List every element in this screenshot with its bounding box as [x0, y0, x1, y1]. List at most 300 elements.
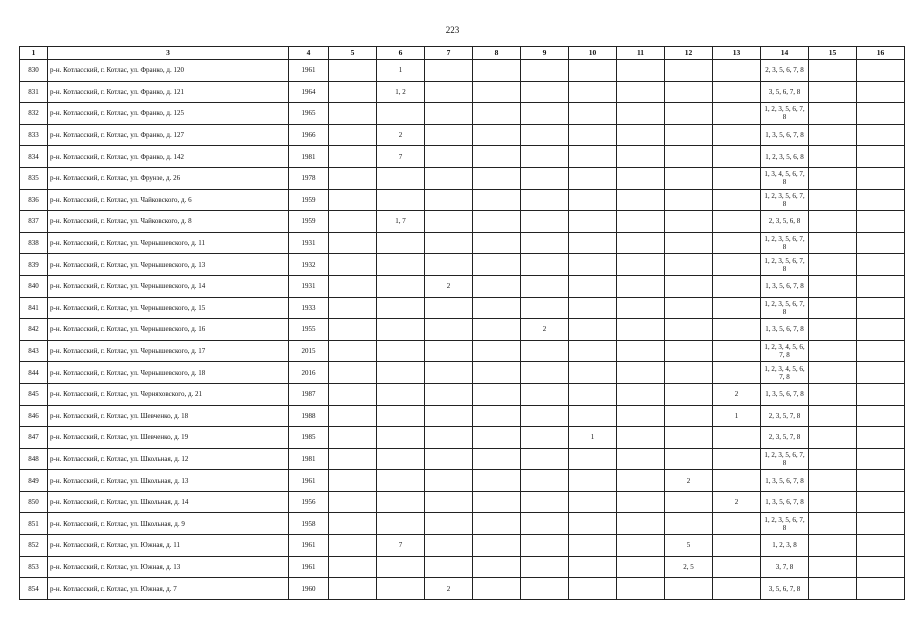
table-row — [20, 383, 905, 405]
table-cell: 1, 2, 3, 4, 5, 6, 7, 8 — [761, 362, 809, 384]
table-cell — [569, 340, 617, 362]
row-number-cell: 850 — [20, 491, 48, 513]
table-cell — [569, 146, 617, 168]
address-cell: р-н. Котласский, г. Котлас, ул. Южная, д. 11 — [48, 535, 289, 557]
row-number-cell: 840 — [20, 275, 48, 297]
table-cell — [473, 513, 521, 535]
table-cell — [857, 297, 905, 319]
column-header: 12 — [665, 47, 713, 60]
table-cell — [569, 470, 617, 492]
table-cell — [377, 340, 425, 362]
table-cell — [329, 275, 377, 297]
table-cell — [329, 232, 377, 254]
table-cell: 1, 2, 3, 5, 6, 7, 8 — [761, 189, 809, 211]
year-cell: 1959 — [289, 189, 329, 211]
table-cell — [857, 232, 905, 254]
table-cell — [377, 448, 425, 470]
table-cell — [521, 383, 569, 405]
table-cell — [425, 383, 473, 405]
table-cell — [665, 362, 713, 384]
table-cell — [809, 81, 857, 103]
table-cell — [425, 232, 473, 254]
table-cell — [473, 405, 521, 427]
row-number-cell: 836 — [20, 189, 48, 211]
table-cell — [617, 211, 665, 233]
table-cell — [713, 232, 761, 254]
table-cell — [473, 297, 521, 319]
table-cell — [569, 103, 617, 125]
table-cell — [473, 578, 521, 600]
table-cell — [377, 275, 425, 297]
row-number-cell: 839 — [20, 254, 48, 276]
table-cell — [329, 448, 377, 470]
year-cell: 1965 — [289, 103, 329, 125]
table-row — [20, 254, 905, 276]
table-cell — [425, 319, 473, 341]
table-cell — [809, 578, 857, 600]
column-header: 16 — [857, 47, 905, 60]
table-cell — [569, 60, 617, 82]
table-cell — [857, 383, 905, 405]
table-cell — [425, 556, 473, 578]
table-cell — [569, 189, 617, 211]
column-header: 5 — [329, 47, 377, 60]
table-cell: 1, 2, 3, 5, 6, 8 — [761, 146, 809, 168]
row-number-cell: 834 — [20, 146, 48, 168]
table-cell — [521, 427, 569, 449]
table-cell — [521, 578, 569, 600]
table-cell — [857, 60, 905, 82]
row-number-cell: 837 — [20, 211, 48, 233]
year-cell: 1933 — [289, 297, 329, 319]
table-cell — [713, 211, 761, 233]
table-cell — [425, 211, 473, 233]
table-cell — [425, 362, 473, 384]
table-cell — [329, 60, 377, 82]
table-cell — [713, 167, 761, 189]
address-cell: р-н. Котласский, г. Котлас, ул. Школьная, д. 9 — [48, 513, 289, 535]
table-cell — [665, 254, 713, 276]
table-cell — [425, 103, 473, 125]
address-cell: р-н. Котласский, г. Котлас, ул. Франко, д. 120 — [48, 60, 289, 82]
row-number-cell: 846 — [20, 405, 48, 427]
table-row — [20, 124, 905, 146]
table-cell — [521, 124, 569, 146]
table-cell — [665, 319, 713, 341]
table-cell — [665, 275, 713, 297]
table-cell — [569, 535, 617, 557]
table-cell: 3, 5, 6, 7, 8 — [761, 81, 809, 103]
table-cell — [329, 319, 377, 341]
table-row — [20, 578, 905, 600]
table-cell — [857, 362, 905, 384]
column-header: 7 — [425, 47, 473, 60]
year-cell: 1961 — [289, 535, 329, 557]
table-cell — [377, 232, 425, 254]
table-cell — [569, 211, 617, 233]
table-cell — [713, 556, 761, 578]
table-cell — [521, 405, 569, 427]
table-cell: 7 — [377, 535, 425, 557]
year-cell: 1961 — [289, 556, 329, 578]
table-cell — [809, 383, 857, 405]
table-cell — [617, 470, 665, 492]
table-cell — [617, 578, 665, 600]
table-cell — [617, 513, 665, 535]
table-cell — [521, 470, 569, 492]
table-cell — [473, 362, 521, 384]
table-cell — [329, 491, 377, 513]
table-cell — [569, 383, 617, 405]
table-body — [20, 60, 905, 600]
column-header: 4 — [289, 47, 329, 60]
table-cell — [809, 124, 857, 146]
table-cell — [857, 340, 905, 362]
table-cell — [521, 103, 569, 125]
address-cell: р-н. Котласский, г. Котлас, ул. Франко, д. 125 — [48, 103, 289, 125]
table-cell — [425, 491, 473, 513]
table-cell: 7 — [377, 146, 425, 168]
table-cell — [521, 275, 569, 297]
table-cell — [329, 362, 377, 384]
table-cell — [665, 167, 713, 189]
table-cell — [809, 340, 857, 362]
table-cell: 1, 3, 5, 6, 7, 8 — [761, 124, 809, 146]
table-cell — [473, 275, 521, 297]
table-cell — [617, 103, 665, 125]
table-row — [20, 513, 905, 535]
table-cell — [809, 297, 857, 319]
address-cell: р-н. Котласский, г. Котлас, ул. Чернышевского, д. 16 — [48, 319, 289, 341]
table-cell — [809, 275, 857, 297]
table-cell — [569, 297, 617, 319]
table-cell: 1, 3, 5, 6, 7, 8 — [761, 470, 809, 492]
table-cell — [473, 383, 521, 405]
table-cell — [809, 470, 857, 492]
table-cell — [329, 513, 377, 535]
table-cell — [665, 297, 713, 319]
table-cell — [809, 556, 857, 578]
table-cell — [329, 383, 377, 405]
table-cell — [665, 103, 713, 125]
table-cell — [329, 211, 377, 233]
table-cell: 1, 2, 3, 5, 6, 7, 8 — [761, 254, 809, 276]
table-cell: 1, 2 — [377, 81, 425, 103]
table-cell — [569, 124, 617, 146]
table-cell — [329, 556, 377, 578]
table-cell — [665, 491, 713, 513]
table-cell — [809, 513, 857, 535]
year-cell: 1955 — [289, 319, 329, 341]
table-cell: 1 — [569, 427, 617, 449]
table-row — [20, 470, 905, 492]
table-cell — [329, 297, 377, 319]
table-cell — [857, 189, 905, 211]
table-row — [20, 81, 905, 103]
table-cell — [329, 146, 377, 168]
year-cell: 1931 — [289, 232, 329, 254]
table-cell — [665, 383, 713, 405]
table-cell — [857, 124, 905, 146]
table-cell — [473, 232, 521, 254]
table-cell — [665, 448, 713, 470]
table-cell — [521, 232, 569, 254]
table-row — [20, 340, 905, 362]
row-number-cell: 845 — [20, 383, 48, 405]
table-cell — [377, 383, 425, 405]
address-cell: р-н. Котласский, г. Котлас, ул. Чернышевского, д. 13 — [48, 254, 289, 276]
table-cell — [617, 254, 665, 276]
table-cell — [857, 491, 905, 513]
table-row — [20, 146, 905, 168]
row-number-cell: 847 — [20, 427, 48, 449]
table-cell — [521, 448, 569, 470]
row-number-cell: 853 — [20, 556, 48, 578]
column-header: 6 — [377, 47, 425, 60]
table-cell — [473, 319, 521, 341]
year-cell: 1958 — [289, 513, 329, 535]
table-cell — [713, 362, 761, 384]
table-row — [20, 448, 905, 470]
table-cell — [713, 254, 761, 276]
row-number-cell: 830 — [20, 60, 48, 82]
table-cell: 2, 3, 5, 6, 8 — [761, 211, 809, 233]
table-cell — [329, 470, 377, 492]
table-cell — [329, 535, 377, 557]
table-cell: 2 — [713, 383, 761, 405]
address-cell: р-н. Котласский, г. Котлас, ул. Чернышевского, д. 11 — [48, 232, 289, 254]
table-cell — [377, 254, 425, 276]
table-cell — [473, 189, 521, 211]
table-cell — [809, 167, 857, 189]
table-cell: 1, 2, 3, 5, 6, 7, 8 — [761, 103, 809, 125]
table-cell — [569, 362, 617, 384]
year-cell: 2015 — [289, 340, 329, 362]
table-cell: 1, 2, 3, 5, 6, 7, 8 — [761, 232, 809, 254]
table-cell — [617, 189, 665, 211]
table-cell: 2, 3, 5, 6, 7, 8 — [761, 60, 809, 82]
address-cell: р-н. Котласский, г. Котлас, ул. Чернышевского, д. 17 — [48, 340, 289, 362]
table-cell — [857, 275, 905, 297]
address-cell: р-н. Котласский, г. Котлас, ул. Шевченко, д. 18 — [48, 405, 289, 427]
table-cell — [473, 167, 521, 189]
address-cell: р-н. Котласский, г. Котлас, ул. Школьная, д. 14 — [48, 491, 289, 513]
table-cell — [713, 103, 761, 125]
table-cell — [473, 103, 521, 125]
table-cell — [857, 470, 905, 492]
address-cell: р-н. Котласский, г. Котлас, ул. Южная, д. 13 — [48, 556, 289, 578]
address-cell: р-н. Котласский, г. Котлас, ул. Шевченко, д. 19 — [48, 427, 289, 449]
row-number-cell: 854 — [20, 578, 48, 600]
table-row — [20, 167, 905, 189]
table-cell — [617, 60, 665, 82]
table-row — [20, 275, 905, 297]
table-row — [20, 491, 905, 513]
table-cell: 2, 3, 5, 7, 8 — [761, 405, 809, 427]
table-cell — [569, 254, 617, 276]
table-cell — [473, 81, 521, 103]
row-number-cell: 833 — [20, 124, 48, 146]
address-cell: р-н. Котласский, г. Котлас, ул. Школьная, д. 12 — [48, 448, 289, 470]
table-row — [20, 297, 905, 319]
table-cell — [473, 254, 521, 276]
table-cell: 3, 5, 6, 7, 8 — [761, 578, 809, 600]
table-cell — [617, 232, 665, 254]
table-cell — [809, 448, 857, 470]
table-cell — [473, 556, 521, 578]
address-cell: р-н. Котласский, г. Котлас, ул. Школьная, д. 13 — [48, 470, 289, 492]
table-cell — [617, 124, 665, 146]
table-cell — [425, 297, 473, 319]
table-row — [20, 103, 905, 125]
table-row — [20, 211, 905, 233]
table-cell — [377, 167, 425, 189]
table-cell — [857, 211, 905, 233]
table-cell — [473, 448, 521, 470]
table-cell: 5 — [665, 535, 713, 557]
table-cell — [473, 60, 521, 82]
table-row — [20, 319, 905, 341]
table-cell — [857, 513, 905, 535]
table-cell — [809, 427, 857, 449]
table-cell: 1, 2, 3, 5, 6, 7, 8 — [761, 513, 809, 535]
year-cell: 1964 — [289, 81, 329, 103]
table-cell — [713, 124, 761, 146]
table-cell — [329, 254, 377, 276]
address-cell: р-н. Котласский, г. Котлас, ул. Чайковского, д. 6 — [48, 189, 289, 211]
table-cell — [809, 232, 857, 254]
table-cell — [569, 167, 617, 189]
table-cell — [473, 535, 521, 557]
row-number-cell: 832 — [20, 103, 48, 125]
table-row — [20, 232, 905, 254]
table-cell — [377, 189, 425, 211]
table-cell — [521, 340, 569, 362]
table-cell — [425, 254, 473, 276]
table-cell — [425, 340, 473, 362]
table-cell: 2 — [425, 578, 473, 600]
table-cell — [857, 556, 905, 578]
table-cell: 2, 5 — [665, 556, 713, 578]
year-cell: 1961 — [289, 470, 329, 492]
table-cell: 1, 7 — [377, 211, 425, 233]
table-row — [20, 535, 905, 557]
table-cell — [521, 297, 569, 319]
table-cell — [329, 427, 377, 449]
table-cell — [617, 297, 665, 319]
table-cell — [521, 556, 569, 578]
table-cell — [425, 535, 473, 557]
column-header: 8 — [473, 47, 521, 60]
table-cell — [425, 124, 473, 146]
table-cell: 1, 2, 3, 5, 6, 7, 8 — [761, 448, 809, 470]
table-cell — [569, 319, 617, 341]
table-cell — [713, 427, 761, 449]
table-cell — [569, 556, 617, 578]
table-cell — [809, 211, 857, 233]
table-cell — [473, 146, 521, 168]
table-cell — [569, 448, 617, 470]
address-cell: р-н. Котласский, г. Котлас, ул. Черняховского, д. 21 — [48, 383, 289, 405]
table-cell — [857, 146, 905, 168]
table-cell — [617, 340, 665, 362]
table-cell — [665, 124, 713, 146]
table-cell — [473, 124, 521, 146]
table-cell — [377, 470, 425, 492]
table-row — [20, 405, 905, 427]
table-cell — [617, 362, 665, 384]
table-cell — [569, 491, 617, 513]
table-cell — [809, 362, 857, 384]
row-number-cell: 848 — [20, 448, 48, 470]
table-cell — [329, 103, 377, 125]
year-cell: 1959 — [289, 211, 329, 233]
table-cell — [569, 232, 617, 254]
table-row — [20, 362, 905, 384]
table-cell: 1, 2, 3, 5, 6, 7, 8 — [761, 297, 809, 319]
table-cell — [473, 491, 521, 513]
table-cell — [473, 340, 521, 362]
table-cell — [569, 513, 617, 535]
table-cell — [521, 491, 569, 513]
table-cell: 1, 3, 5, 6, 7, 8 — [761, 491, 809, 513]
table-cell — [713, 275, 761, 297]
table-cell — [425, 448, 473, 470]
table-cell — [425, 513, 473, 535]
address-cell: р-н. Котласский, г. Котлас, ул. Южная, д. 7 — [48, 578, 289, 600]
row-number-cell: 835 — [20, 167, 48, 189]
year-cell: 2016 — [289, 362, 329, 384]
table-cell — [713, 578, 761, 600]
table-cell — [809, 254, 857, 276]
table-cell — [569, 578, 617, 600]
table-cell — [713, 448, 761, 470]
table-cell — [665, 81, 713, 103]
table-cell — [713, 297, 761, 319]
table-cell — [665, 211, 713, 233]
table-cell — [617, 146, 665, 168]
table-cell — [521, 189, 569, 211]
column-header: 13 — [713, 47, 761, 60]
table-cell — [713, 470, 761, 492]
table-cell: 1, 3, 4, 5, 6, 7, 8 — [761, 167, 809, 189]
table-cell — [857, 81, 905, 103]
table-cell — [569, 275, 617, 297]
table-cell — [617, 405, 665, 427]
table-cell: 3, 7, 8 — [761, 556, 809, 578]
table-cell — [665, 405, 713, 427]
column-header: 15 — [809, 47, 857, 60]
table-cell — [521, 513, 569, 535]
table-row — [20, 60, 905, 82]
row-number-cell: 831 — [20, 81, 48, 103]
column-header: 14 — [761, 47, 809, 60]
table-cell — [857, 167, 905, 189]
address-cell: р-н. Котласский, г. Котлас, ул. Франко, д. 127 — [48, 124, 289, 146]
table-cell — [377, 513, 425, 535]
year-cell: 1961 — [289, 60, 329, 82]
table-cell — [665, 232, 713, 254]
table-cell — [809, 146, 857, 168]
table-cell — [521, 362, 569, 384]
table-cell: 1 — [713, 405, 761, 427]
address-cell: р-н. Котласский, г. Котлас, ул. Чернышевского, д. 18 — [48, 362, 289, 384]
year-cell: 1981 — [289, 448, 329, 470]
table-cell — [377, 103, 425, 125]
table-cell: 2 — [377, 124, 425, 146]
table-cell — [617, 491, 665, 513]
table-cell — [473, 211, 521, 233]
